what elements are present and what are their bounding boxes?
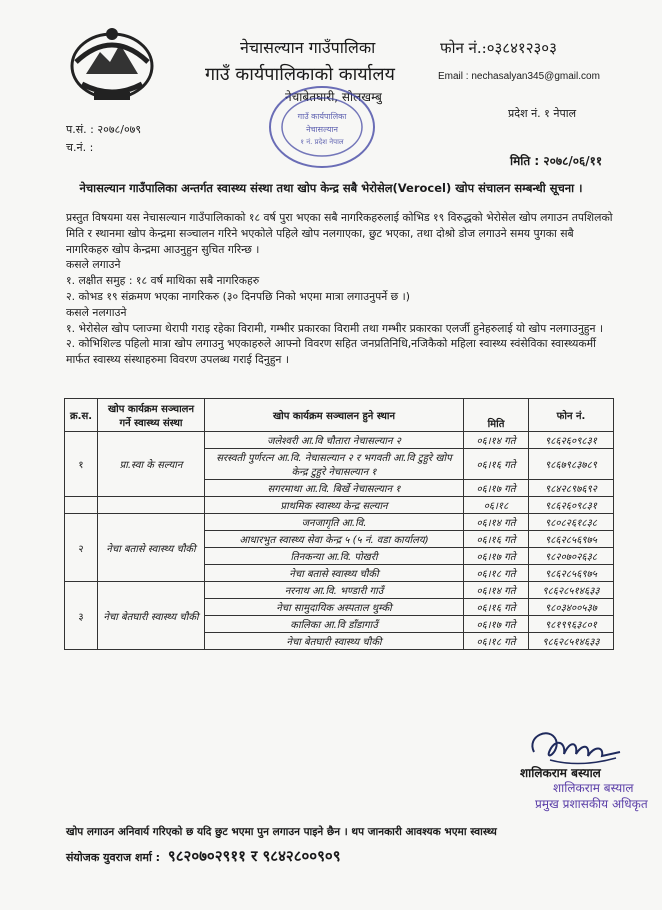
cell-date: ०६।१८ xyxy=(464,497,529,514)
header-sn: क्र.स. xyxy=(65,399,98,432)
office-email[interactable]: Email : nechasalyan345@gmail.com xyxy=(438,71,600,82)
cell-phone: ९८६२८५६९७५ xyxy=(529,565,614,582)
cell-phone: ९८६२८५१४६३३ xyxy=(529,582,614,599)
cell-phone: ९८६२६०९८३१ xyxy=(529,497,614,514)
government-emblem-icon xyxy=(64,22,160,104)
cell-date: ०६।१४ गते xyxy=(464,432,529,449)
notice-body xyxy=(66,210,614,368)
province-label: प्रदेश नं. १ नेपाल xyxy=(508,107,577,120)
cell-phone: ९८१९९६३८०१ xyxy=(529,616,614,633)
header-org: खोप कार्यक्रम सञ्चालन गर्ने स्वास्थ्य संस्था xyxy=(98,399,205,432)
cell-sn xyxy=(65,497,98,514)
cell-sn: १ xyxy=(65,432,98,497)
signer-name: शालिकराम बस्याल xyxy=(520,766,601,780)
cell-site: तिनकन्या आ.वि. पोखरी xyxy=(205,548,464,565)
cell-phone: ९८६२८५१४६३३ xyxy=(529,633,614,650)
cell-phone: ९८२०७०२६३८ xyxy=(529,548,614,565)
cell-phone: ९८४२८९७६९२ xyxy=(529,480,614,497)
who-item-1: १. लक्षीत समुह : १८ वर्ष माथिका सबै नागरिकहरु xyxy=(66,274,260,288)
signature-stamp xyxy=(535,780,653,812)
who-heading: कसले लगाउने xyxy=(66,258,121,272)
cell-date: ०६।१६ गते xyxy=(464,449,529,480)
stamp-title: प्रमुख प्रशासकीय अधिकृत xyxy=(535,797,648,811)
office-seal-icon xyxy=(267,84,377,170)
cell-site: कालिका आ.वि डाँडागाउँ xyxy=(205,616,464,633)
cell-site: सरस्वती पुर्णरत्न आ.वि. नेचासल्यान २ र भगवती आ.वि टुहुरे खोप केन्द्र टुहुरे नेचासल्यान १ xyxy=(205,449,464,480)
cell-date: ०६।१७ गते xyxy=(464,480,529,497)
coordinator-phone: ९८२०७०२९११ र ९८४२८००९०९ xyxy=(167,847,341,865)
cell-site: जनजागृति आ.वि. xyxy=(205,514,464,531)
signature-mark xyxy=(520,722,630,770)
cell-site: सगरमाथा आ.वि. बिर्खे नेचासल्यान १ xyxy=(205,480,464,497)
header-site: खोप कार्यक्रम सञ्चालन हुने स्थान xyxy=(205,399,464,432)
cell-date: ०६।१६ गते xyxy=(464,599,529,616)
stamp-name: शालिकराम बस्याल xyxy=(553,781,634,795)
cell-phone: ९८०८२६१८३८ xyxy=(529,514,614,531)
office-address: नेचाबेतघारी, सोलखम्बु xyxy=(285,90,382,104)
chalani-number: च.नं. : xyxy=(66,141,94,154)
table-header-row xyxy=(65,399,614,432)
reference-block xyxy=(66,121,141,157)
cell-org: प्रा.स्वा के सल्यान xyxy=(98,432,205,497)
patra-sankhya: प.सं. : २०७८/०७९ xyxy=(66,123,142,136)
cell-phone: ९८०३४००५३७ xyxy=(529,599,614,616)
cell-org: नेचा बेतघारी स्वास्थ्य चौकी xyxy=(98,582,205,650)
svg-text:गाउँ कार्यपालिका: गाउँ कार्यपालिका xyxy=(297,112,347,121)
coordinator-label: संयोजक युवराज शर्मा : xyxy=(66,851,161,864)
cell-sn: २ xyxy=(65,514,98,582)
cell-site: प्राथमिक स्वास्थ्य केन्द्र सल्यान xyxy=(205,497,464,514)
vaccination-schedule-table xyxy=(64,398,614,650)
who-item-2: २. कोभड १९ संक्रमण भएका नागरिकरु (३० दिनपछि निको भएमा मात्रा लगाउनुपर्ने छ ।) xyxy=(66,289,410,303)
office-phone: फोन नं.:०३८४१२३०३ xyxy=(440,39,557,57)
subject-line: नेचासल्यान गाउँपालिका अन्तर्गत स्वास्थ्य संस्था तथा खोप केन्द्र सबै भेरोसेल(Verocel) खोप संचालन सम्बन्धी सूचना । xyxy=(79,181,583,195)
office-subtitle: गाउँ कार्यपालिकाको कार्यालय xyxy=(205,64,395,85)
svg-text:नेचासल्यान: नेचासल्यान xyxy=(306,125,338,134)
cell-sn: ३ xyxy=(65,582,98,650)
cell-site: आधारभुत स्वास्थ्य सेवा केन्द्र ५ (५ नं. वडा कार्यालय) xyxy=(205,531,464,548)
cell-site: नेचा बतासे स्वास्थ्य चौकी xyxy=(205,565,464,582)
table-row xyxy=(65,514,614,531)
whonot-item-2: २. कोभिशिल्ड पहिलो मात्रा खोप लगाउनु भएकाहरुले आफ्नो विवरण सहित जनप्रतिनिधि,नजिकैको महिला स्वास्थ्य स्वंसेविका स्वास्थ्यकर्मी मार्फत स्वास्थ्य संस्थाहरुमा विवरण उपलब्ध गराई दिनुहुन । xyxy=(66,337,596,367)
cell-date: ०६।१७ गते xyxy=(464,548,529,565)
cell-date: ०६।१४ गते xyxy=(464,514,529,531)
header-date: मिति xyxy=(464,399,529,432)
cell-site: नेचा बेतघारी स्वास्थ्य चौकी xyxy=(205,633,464,650)
table-row xyxy=(65,582,614,599)
table-body xyxy=(65,432,614,650)
coordinator-line xyxy=(66,846,341,866)
svg-text:१ नं. प्रदेश नेपाल: १ नं. प्रदेश नेपाल xyxy=(300,138,344,146)
whonot-item-1: १. भेरोसेल खोप प्लाज्मा थेरापी गराइ रहेका विरामी, गम्भीर प्रकारका विरामी तथा गम्भीर प्रकारका एलर्जी हुनेहरुलाई यो खोप नलगाउनुहुन । xyxy=(66,321,604,335)
footer-note: खोप लगाउन अनिवार्य गरिएको छ यदि छुट भएमा पुन लगाउन पाइने छैन । थप जानकारी आवश्यक भएमा स्वास्थ्य xyxy=(66,826,497,838)
letter-date: मिति : २०७८/०६/११ xyxy=(510,154,603,168)
cell-site: नेचा सामुदायिक अस्पताल थुम्की xyxy=(205,599,464,616)
intro-paragraph: प्रस्तुत विषयमा यस नेचासल्यान गाउँपालिकाको १८ वर्ष पुरा भएका सबै नागरिकहरुलाई कोभिड १९ विरुद्धको भेरोसेल खोप लगाउन तपशिलको मिति र स्थानमा खोप केन्द्रमा सञ्चालन गरिने भएकोले पहिले खोप नलगाएका, छुट भएका, तथा दोश्रो डोज लगाउने समय पुगका सबै नागरिकहरु खोप केन्द्रमा आउनुहुन सुचित गरिन्छ । xyxy=(66,211,613,256)
cell-date: ०६।१८ गते xyxy=(464,565,529,582)
cell-date: ०६।१६ गते xyxy=(464,531,529,548)
table-row xyxy=(65,432,614,449)
cell-phone: ९८६२६०९८३१ xyxy=(529,432,614,449)
office-name: नेचासल्यान गाउँपालिका xyxy=(240,38,376,57)
header-phone: फोन नं. xyxy=(529,399,614,432)
cell-phone: ९८६२८५६९७५ xyxy=(529,531,614,548)
cell-org: नेचा बतासे स्वास्थ्य चौकी xyxy=(98,514,205,582)
cell-org xyxy=(98,497,205,514)
cell-date: ०६।१७ गते xyxy=(464,616,529,633)
table-row xyxy=(65,497,614,514)
cell-site: नरनाथ आ.वि. भण्डारी गाउँ xyxy=(205,582,464,599)
cell-date: ०६।१४ गते xyxy=(464,582,529,599)
cell-site: जलेश्वरी आ.वि चौतारा नेचासल्यान २ xyxy=(205,432,464,449)
whonot-heading: कसले नलगाउने xyxy=(66,305,127,319)
cell-date: ०६।१८ गते xyxy=(464,633,529,650)
cell-phone: ९८६७९८३७८९ xyxy=(529,449,614,480)
